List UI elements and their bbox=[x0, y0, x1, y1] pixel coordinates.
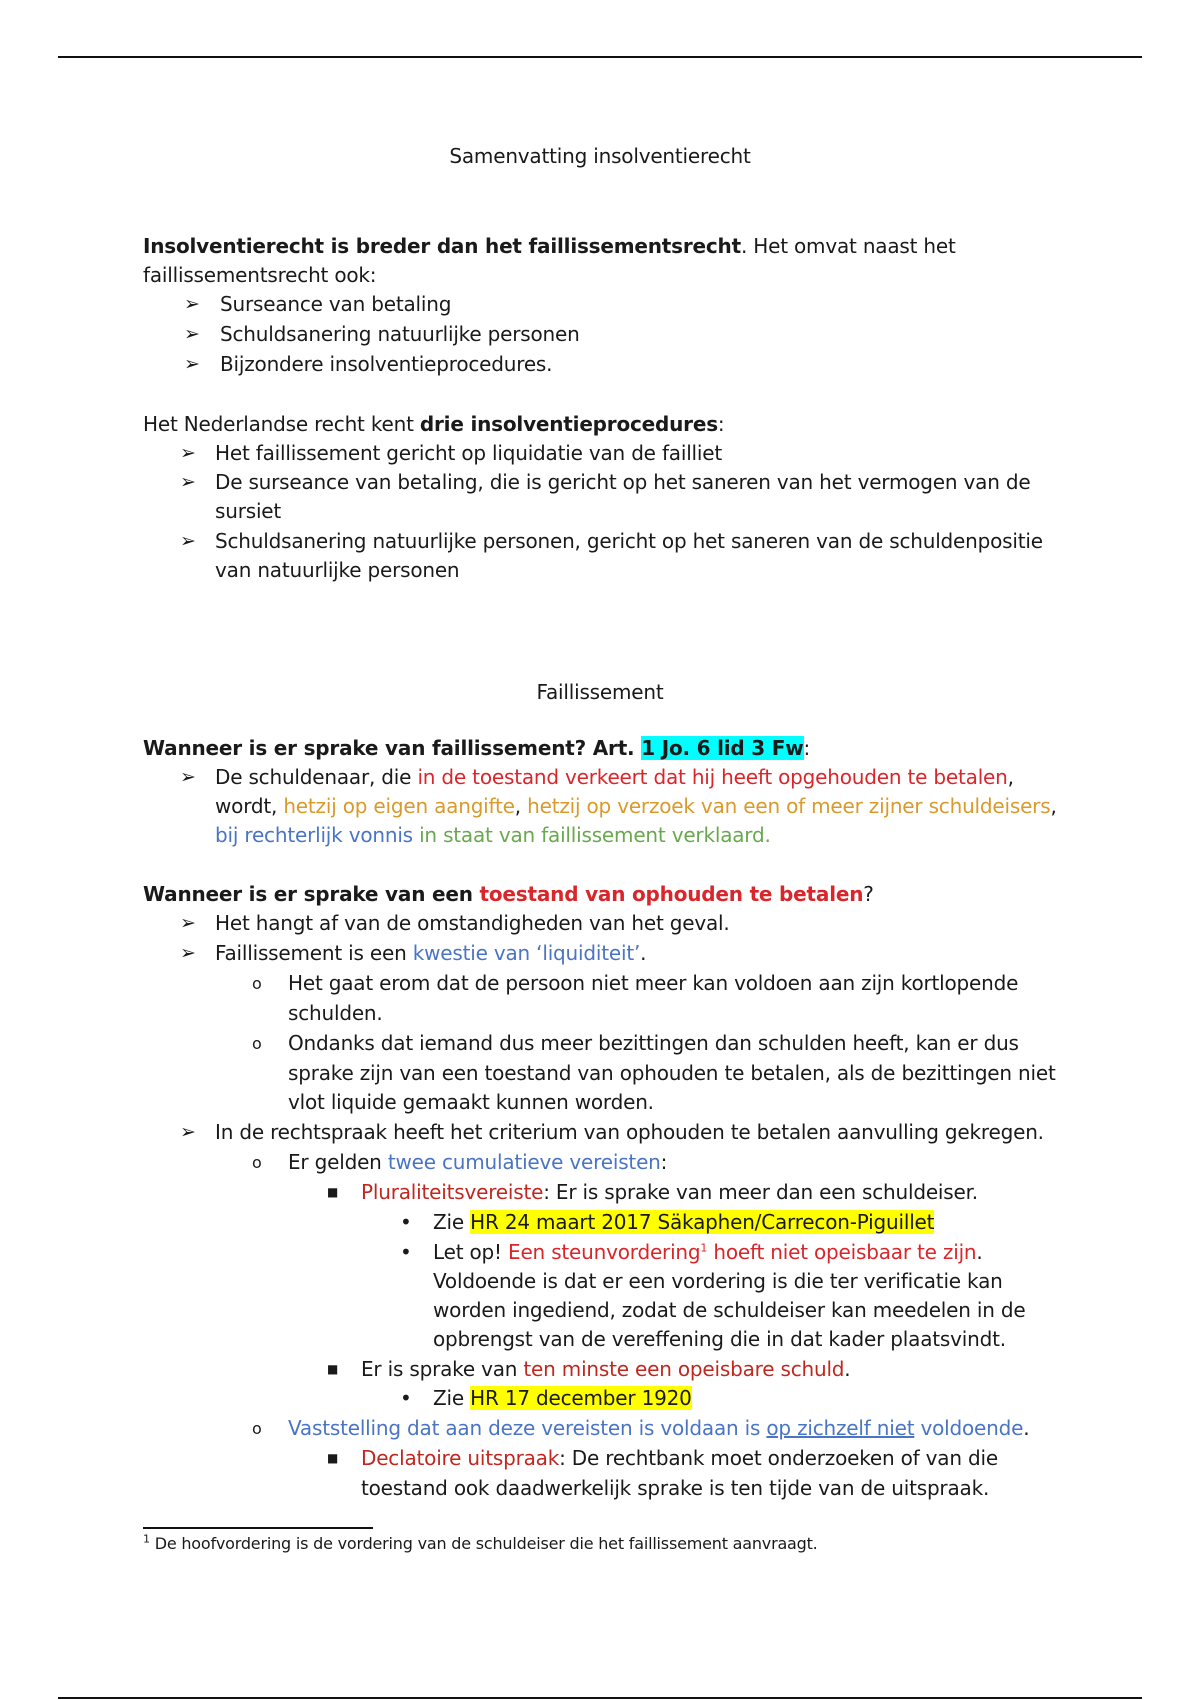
footnote: $^1$ De hoofvordering is de vordering van de schuldeiser die het faillissement aanvraagt. bbox=[143, 1532, 818, 1553]
procedures-paragraph: Het Nederlandse recht kent drie insolventieprocedures: bbox=[143, 412, 725, 436]
list-item: Schuldsanering natuurlijke personen bbox=[220, 322, 580, 346]
case-reference-item: Zie HR 17 december 1920 bbox=[433, 1386, 692, 1410]
article-reference: 1 Jo. 6 lid 3 Fw bbox=[641, 736, 804, 760]
arrow-bullet-icon: ➢ bbox=[184, 323, 200, 345]
definition-line3: bij rechterlijk vonnis in staat van faillissement verklaard. bbox=[215, 823, 771, 847]
sub-sub-list-item: Pluraliteitsvereiste: Er is sprake van meer dan een schuldeiser. bbox=[361, 1180, 978, 1204]
definition-line1: De schuldenaar, die in de toestand verkeert dat hij heeft opgehouden te betalen, bbox=[215, 765, 1014, 789]
section-title: Faillissement bbox=[536, 680, 664, 704]
circle-bullet-icon: o bbox=[252, 1153, 262, 1172]
list-item: Het faillissement gericht op liquidatie van de failliet bbox=[215, 441, 723, 465]
intro-paragraph-line2: faillissementsrecht ook: bbox=[143, 263, 377, 287]
list-item: Faillissement is een kwestie van ‘liquiditeit’. bbox=[215, 941, 647, 965]
arrow-bullet-icon: ➢ bbox=[180, 766, 196, 788]
sub-list-item: Ondanks dat iemand dus meer bezittingen dan schulden heeft, kan er dus bbox=[288, 1031, 1019, 1055]
question-heading: Wanneer is er sprake van faillissement? Art. 1 Jo. 6 lid 3 Fw: bbox=[143, 736, 811, 760]
list-item: Bijzondere insolventieprocedures. bbox=[220, 352, 553, 376]
list-item: Schuldsanering natuurlijke personen, gericht op het saneren van de schuldenpositie bbox=[215, 529, 1043, 553]
arrow-bullet-icon: ➢ bbox=[180, 1121, 196, 1143]
arrow-bullet-icon: ➢ bbox=[180, 912, 196, 934]
footnote-ref[interactable]: 1 bbox=[700, 1241, 708, 1255]
square-bullet-icon: ■ bbox=[327, 1451, 339, 1465]
arrow-bullet-icon: ➢ bbox=[184, 293, 200, 315]
sub-list-item: Het gaat erom dat de persoon niet meer kan voldoen aan zijn kortlopende bbox=[288, 971, 1019, 995]
sub-list-item: Vaststelling dat aan deze vereisten is voldaan is op zichzelf niet voldoende. bbox=[288, 1416, 1030, 1440]
footnote-number: 1 bbox=[143, 1532, 150, 1546]
list-item: In de rechtspraak heeft het criterium van ophouden te betalen aanvulling gekregen. bbox=[215, 1120, 1044, 1144]
arrow-bullet-icon: ➢ bbox=[180, 442, 196, 464]
list-item: De surseance van betaling, die is gericht op het saneren van het vermogen van de bbox=[215, 470, 1031, 494]
circle-bullet-icon: o bbox=[252, 1034, 262, 1053]
arrow-bullet-icon: ➢ bbox=[180, 471, 196, 493]
dot-bullet-icon: • bbox=[400, 1240, 412, 1264]
question-heading: Wanneer is er sprake van een toestand van ophouden te betalen? bbox=[143, 882, 874, 906]
list-item: Surseance van betaling bbox=[220, 292, 452, 316]
arrow-bullet-icon: ➢ bbox=[180, 530, 196, 552]
note-item-continued: Voldoende is dat er een vordering is die ter verificatie kan bbox=[433, 1269, 1003, 1293]
list-item: Het hangt af van de omstandigheden van het geval. bbox=[215, 911, 730, 935]
circle-bullet-icon: o bbox=[252, 974, 262, 993]
document-title: Samenvatting insolventierecht bbox=[449, 144, 751, 168]
note-item: Let op! Een steunvordering$^1$ hoeft niet opeisbaar te zijn. bbox=[433, 1240, 983, 1264]
sub-list-item-continued: schulden. bbox=[288, 1001, 383, 1025]
case-reference: HR 24 maart 2017 Säkaphen/Carrecon-Piguillet bbox=[470, 1210, 935, 1234]
dot-bullet-icon: • bbox=[400, 1210, 412, 1234]
list-item-continued: van natuurlijke personen bbox=[215, 558, 460, 582]
list-item-continued: sursiet bbox=[215, 499, 282, 523]
definition-line2: wordt, hetzij op eigen aangifte, hetzij op verzoek van een of meer zijner schuldeisers, bbox=[215, 794, 1057, 818]
square-bullet-icon: ■ bbox=[327, 1362, 339, 1376]
note-item-continued: opbrengst van de vereffening die in dat kader plaatsvindt. bbox=[433, 1327, 1006, 1351]
footnote-separator bbox=[143, 1527, 373, 1529]
sub-list-item-continued: vlot liquide gemaakt kunnen worden. bbox=[288, 1090, 654, 1114]
sub-sub-list-item: Declatoire uitspraak: De rechtbank moet onderzoeken of van die bbox=[361, 1446, 998, 1470]
sub-sub-list-item-continued: toestand ook daadwerkelijk sprake is ten tijde van de uitspraak. bbox=[361, 1476, 990, 1500]
square-bullet-icon: ■ bbox=[327, 1185, 339, 1199]
note-item-continued: worden ingediend, zodat de schuldeiser kan meedelen in de bbox=[433, 1298, 1026, 1322]
intro-paragraph: Insolventierecht is breder dan het faillissementsrecht. Het omvat naast het bbox=[143, 234, 956, 258]
sub-list-item: Er gelden twee cumulatieve vereisten: bbox=[288, 1150, 668, 1174]
case-reference-item: Zie HR 24 maart 2017 Säkaphen/Carrecon-Piguillet bbox=[433, 1210, 935, 1234]
footer-rule bbox=[58, 1697, 1142, 1699]
sub-list-item-continued: sprake zijn van een toestand van ophouden te betalen, als de bezittingen niet bbox=[288, 1061, 1056, 1085]
sub-sub-list-item: Er is sprake van ten minste een opeisbare schuld. bbox=[361, 1357, 851, 1381]
arrow-bullet-icon: ➢ bbox=[180, 942, 196, 964]
intro-bold: Insolventierecht is breder dan het faillissementsrecht bbox=[143, 234, 741, 258]
dot-bullet-icon: • bbox=[400, 1386, 412, 1410]
circle-bullet-icon: o bbox=[252, 1419, 262, 1438]
arrow-bullet-icon: ➢ bbox=[184, 353, 200, 375]
case-reference: HR 17 december 1920 bbox=[470, 1386, 692, 1410]
